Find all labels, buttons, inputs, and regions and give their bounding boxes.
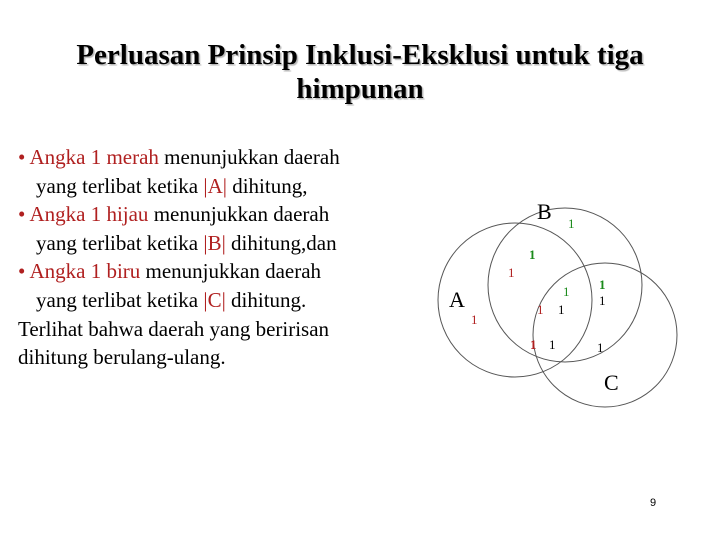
bullet-1-continuation bbox=[18, 172, 438, 201]
one-ac-red: 1 bbox=[530, 337, 537, 352]
bullet-1 bbox=[18, 143, 438, 172]
bullet-3-cont-post: dihitung. bbox=[225, 287, 307, 312]
bullet-3-set: |C| bbox=[203, 287, 226, 312]
one-ab-red: 1 bbox=[508, 265, 515, 280]
label-a: A bbox=[449, 287, 465, 312]
closing-line-1: Terlihat bahwa daerah yang beririsan bbox=[18, 316, 330, 341]
bullet-3-rest: menunjukkan daerah bbox=[140, 259, 322, 284]
bullet-3-continuation bbox=[18, 286, 438, 315]
bullet-1-set: |A| bbox=[203, 173, 227, 198]
one-c-only: 1 bbox=[597, 340, 604, 355]
bullet-1-cont-post: dihitung, bbox=[226, 173, 308, 198]
bullet-1-lead: Angka 1 merah bbox=[29, 145, 159, 169]
one-b-only: 1 bbox=[568, 216, 575, 231]
page-number: 9 bbox=[650, 497, 657, 509]
bullet-2-marker: • bbox=[18, 202, 26, 227]
one-ab-green: 1 bbox=[529, 247, 536, 262]
bullet-1-marker: • bbox=[18, 145, 26, 169]
bullet-2-rest: menunjukkan daerah bbox=[148, 202, 330, 227]
one-bc-black: 1 bbox=[599, 293, 606, 308]
label-b: B bbox=[537, 199, 552, 224]
bullet-3 bbox=[18, 257, 438, 286]
slide-title bbox=[0, 38, 720, 106]
title-line-1: Perluasan Prinsip Inklusi-Eksklusi untuk tiga bbox=[76, 39, 644, 71]
bullet-3-lead: Angka 1 biru bbox=[29, 259, 141, 284]
one-bc-green-2: 1 bbox=[599, 277, 606, 292]
bullet-list bbox=[18, 143, 438, 372]
one-ac-black: 1 bbox=[549, 337, 556, 352]
bullet-2-cont-post: dihitung,dan bbox=[225, 230, 337, 255]
bullet-2-cont-pre: yang terlibat ketika bbox=[36, 230, 204, 255]
bullet-2-continuation bbox=[18, 229, 438, 258]
bullet-1-cont-pre: yang terlibat ketika bbox=[36, 173, 204, 198]
venn-diagram bbox=[430, 180, 720, 430]
one-abc-black: 1 bbox=[558, 302, 565, 317]
closing-line-2: dihitung berulang-ulang. bbox=[18, 345, 226, 370]
one-a-only: 1 bbox=[471, 312, 478, 327]
one-abc-red: 1 bbox=[537, 302, 544, 317]
bullet-2 bbox=[18, 200, 438, 229]
bullet-2-lead: Angka 1 hijau bbox=[29, 202, 149, 227]
one-bc-green: 1 bbox=[563, 284, 570, 299]
bullet-1-rest: menunjukkan daerah bbox=[158, 145, 340, 169]
label-c: C bbox=[604, 370, 619, 395]
bullet-3-cont-pre: yang terlibat ketika bbox=[36, 287, 204, 312]
title-line-2: himpunan bbox=[296, 73, 424, 105]
bullet-3-marker: • bbox=[18, 259, 26, 284]
bullet-2-set: |B| bbox=[203, 230, 226, 255]
